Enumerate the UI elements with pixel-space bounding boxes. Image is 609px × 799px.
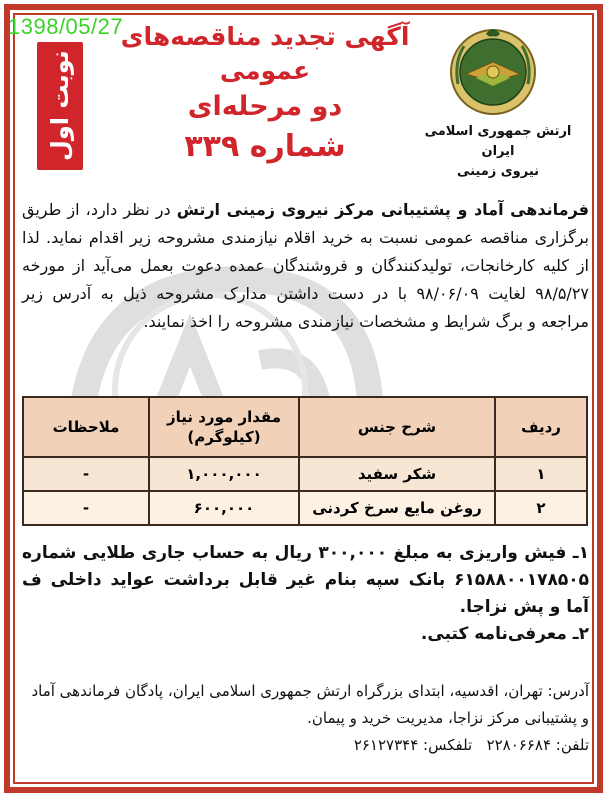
cell-quantity: ۱,۰۰۰,۰۰۰: [149, 457, 299, 491]
contact-line: [22, 732, 589, 759]
fax-label: تلفکس:: [423, 736, 473, 754]
body-paragraph: در نظر دارد، از طریق برگزاری مناقصه عمومی نسبت به خرید اقلام نیازمندی مشروحه زیر اقدام نماید. لذا از کلیه کارخانجات، تولیدکنندگان و فروشندگان عمده دعوت بعمل می‌آید از مورخه ۹۸/۵/۲۷ لغایت ۹۸/۰۶/۰۹ با در دست داشتن مدارک مشروحه ذیل به آدرس زیر مراجعه و برگ شرایط و مشخصات نیازمندی مشروحه را اخذ نمایند.: [22, 200, 589, 331]
cell-row-no: ۱: [495, 457, 587, 491]
cell-description: شکر سفید: [299, 457, 495, 491]
notice-badge: نوبت اول: [37, 42, 83, 170]
condition-item-2: ۲ـ معرفی‌نامه کتبی.: [420, 624, 589, 644]
body-lead: فرماندهی آماد و پشتیبانی مرکز نیروی زمینی ارتش: [176, 200, 589, 219]
conditions-list: [22, 540, 589, 648]
table-row: [23, 457, 587, 491]
address-text: آدرس: تهران، اقدسیه، ابتدای بزرگراه ارتش جمهوری اسلامی ایران، پادگان فرماندهی آماد و پشتیبانی مرکز نزاجا، مدیریت خرید و پیمان.: [31, 682, 589, 727]
body-text: [22, 196, 589, 336]
org-branch: نیروی زمینی: [456, 164, 540, 179]
title-line-1: آگهی تجدید مناقصه‌های عمومی: [120, 22, 410, 85]
fax-number: ۲۶۱۲۷۳۴۴: [353, 736, 419, 754]
title-line-2: دو مرحله‌ای: [187, 91, 343, 122]
header-quantity: مقدار مورد نیاز (کیلوگرم): [149, 397, 299, 457]
header-description: شرح جنس: [299, 397, 495, 457]
phone-label: تلفن:: [555, 736, 589, 754]
phone-number: ۲۲۸۰۶۶۸۴: [486, 736, 552, 754]
title-block: [90, 20, 440, 168]
header-remarks: ملاحظات: [23, 397, 149, 457]
cell-quantity: ۶۰۰,۰۰۰: [149, 491, 299, 525]
condition-item-1: ۱ـ فیش واریزی به مبلغ ۳۰۰,۰۰۰ ریال به حساب جاری طلایی شماره ۶۱۵۸۸۰۰۱۷۸۵۰۵ بانک سپه بنام غیر قابل برداشت عواید داخلی ف آما و پش نزاجا.: [22, 543, 589, 617]
org-name: ارتش جمهوری اسلامی ایران: [424, 124, 572, 159]
cell-remarks: -: [23, 457, 149, 491]
cell-description: روغن مایع سرخ کردنی: [299, 491, 495, 525]
header-row-no: ردیف: [495, 397, 587, 457]
address-block: [22, 678, 589, 759]
items-table: [22, 396, 588, 526]
cell-remarks: -: [23, 491, 149, 525]
date-stamp: 1398/05/27: [8, 14, 124, 39]
org-caption: [418, 122, 578, 182]
army-emblem-icon: [446, 22, 540, 116]
table-row: [23, 491, 587, 525]
cell-row-no: ۲: [495, 491, 587, 525]
table-header-row: [23, 397, 587, 457]
title-number: شماره ۳۳۹: [184, 129, 346, 164]
